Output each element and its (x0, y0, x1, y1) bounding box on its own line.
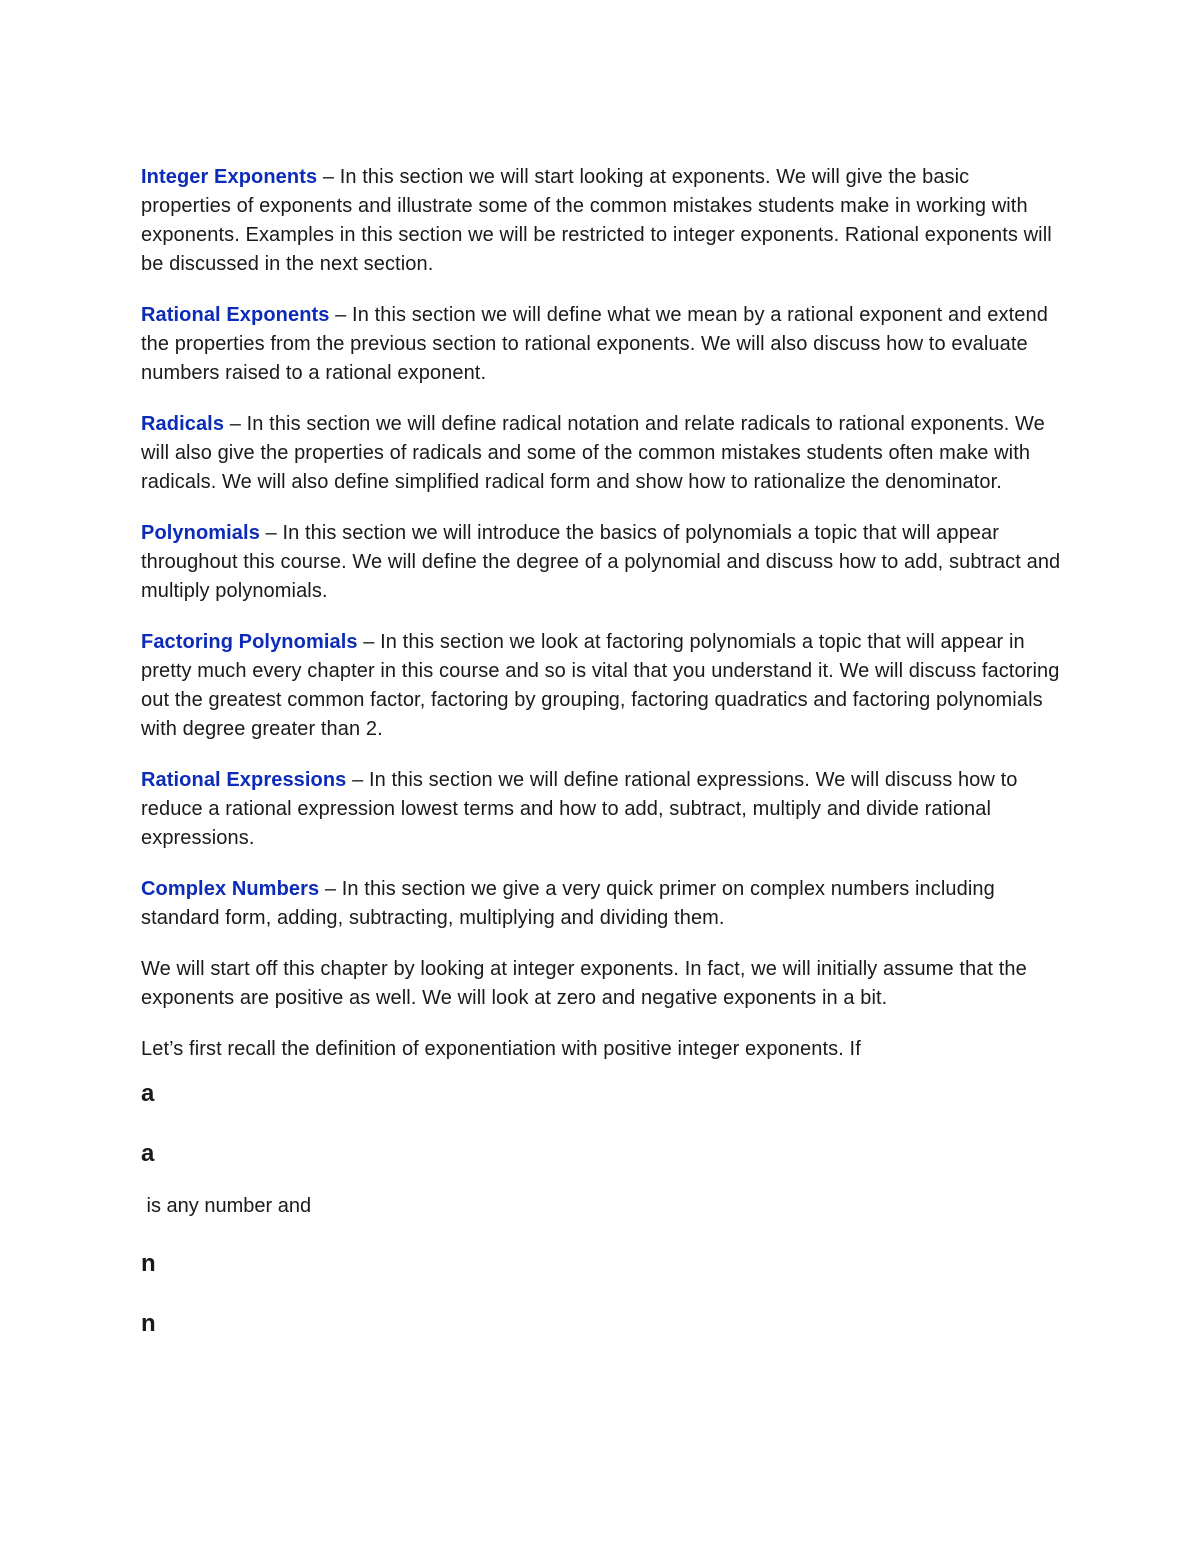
section-separator: – (319, 878, 342, 900)
section-factoring-polynomials (141, 628, 1061, 744)
section-separator: – (224, 413, 247, 435)
variable-a: a (141, 1080, 155, 1107)
section-description: In this section we will introduce the basics of polynomials a topic that will appear throughout this course. We will define the degree of a polynomial and discuss how to add, subtract and multiply polynomials. (141, 522, 1061, 602)
section-description: In this section we will define rational expressions. We will discuss how to reduce a rational expression lowest terms and how to add, subtract, multiply and divide rational expressions. (141, 769, 1018, 849)
section-separator: – (329, 304, 353, 326)
section-term: Factoring Polynomials (141, 631, 358, 653)
section-separator: – (259, 522, 283, 544)
section-separator: – (346, 769, 369, 791)
variable-n: n (141, 1250, 156, 1277)
section-description: In this section we will define what we mean by a rational exponent and extend the properties from the previous section to rational exponents. We will also discuss how to evaluate numbers raised to a rational exponent. (141, 304, 1048, 384)
section-term: Integer Exponents (141, 166, 318, 188)
is-any-number-text: is any number and (141, 1195, 312, 1217)
section-description: In this section we will define radical notation and relate radicals to rational exponents. We will also give the properties of radicals and some of the common mistakes students often make with radicals. We will also define simplified radical form and show how to rationalize the denominator. (141, 413, 1045, 493)
section-polynomials (141, 519, 1061, 606)
variable-n: n (141, 1310, 156, 1337)
section-description: In this section we give a very quick primer on complex numbers including standard form, adding, subtracting, multiplying and dividing them. (141, 878, 995, 929)
section-rational-exponents (141, 301, 1061, 388)
document-body (141, 163, 1061, 1339)
section-complex-numbers (141, 875, 1061, 933)
section-separator: – (317, 166, 340, 188)
section-term: Radicals (141, 413, 225, 435)
section-rational-expressions (141, 766, 1061, 853)
section-separator: – (357, 631, 381, 653)
section-term: Polynomials (141, 522, 260, 544)
section-radicals (141, 410, 1061, 497)
definition-lead: Let’s first recall the definition of exponentiation with positive integer exponents. If (141, 1038, 861, 1060)
section-term: Complex Numbers (141, 878, 320, 900)
section-description: In this section we will start looking at exponents. We will give the basic properties of exponents and illustrate some of the common mistakes students make in working with exponents. Examples in this section we will be restricted to integer exponents. Rational exponents will be discussed in the next section. (141, 166, 1052, 275)
section-term: Rational Exponents (141, 304, 330, 326)
section-integer-exponents (141, 163, 1061, 279)
variable-a: a (141, 1140, 155, 1167)
intro-paragraph: We will start off this chapter by looking at integer exponents. In fact, we will initially assume that the exponents are positive as well. We will look at zero and negative exponents in a bit. (141, 958, 1027, 1009)
section-description: In this section we look at factoring polynomials a topic that will appear in pretty much every chapter in this course and so is vital that you understand it. We will discuss factoring out the greatest common factor, factoring by grouping, factoring quadratics and factoring polynomials with degree greater than 2. (141, 631, 1060, 740)
section-term: Rational Expressions (141, 769, 347, 791)
